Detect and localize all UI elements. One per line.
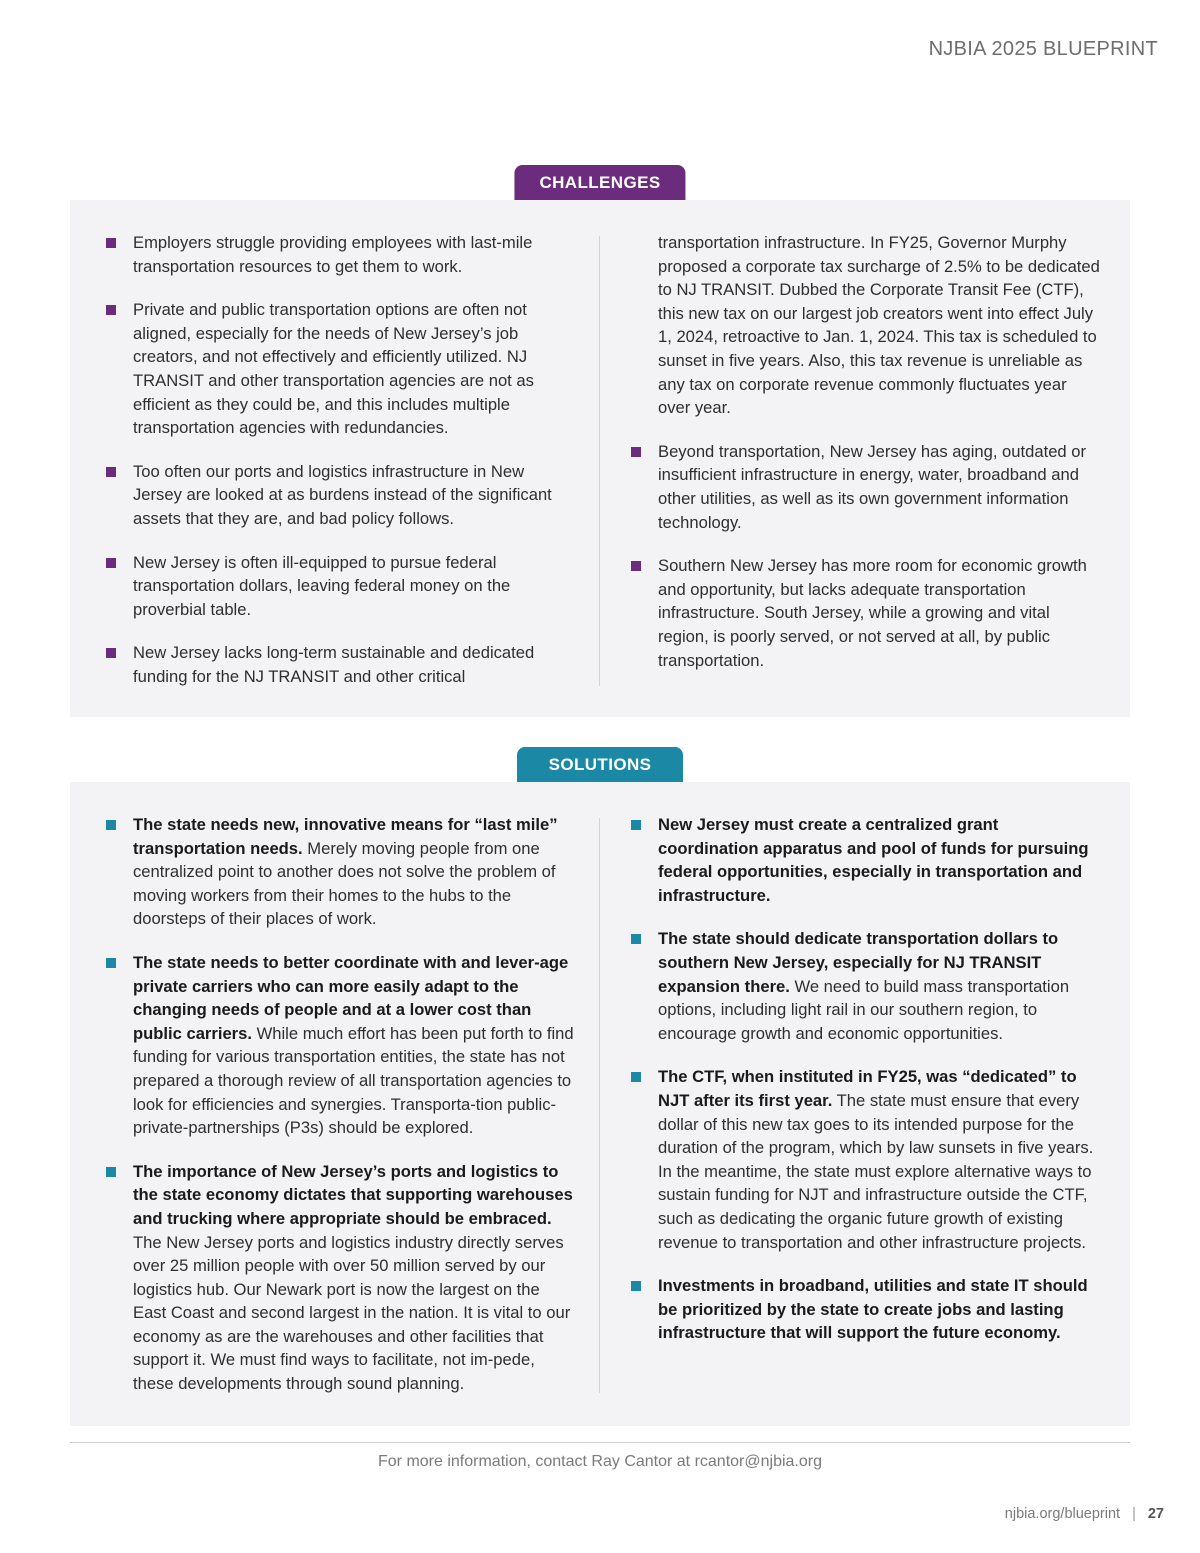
bullet-text: New Jersey lacks long-term sustainable and dedicated funding for the NJ TRANSIT and other critical — [133, 643, 535, 686]
bullet-bold-lead: The state needs to better coordinate with and lever-age private carriers who can more easily adapt to the changing needs of people and at a lower cost than public carriers. — [133, 952, 569, 1043]
square-bullet-icon — [631, 820, 641, 830]
bullet-item — [631, 813, 1101, 907]
bullet-bold-lead: The state should dedicate transportation dollars to southern New Jersey, especially for NJ TRANSIT expansion there. — [658, 929, 1059, 996]
square-bullet-icon — [631, 1072, 641, 1082]
square-bullet-icon — [106, 305, 116, 315]
footer-separator: | — [1132, 1506, 1136, 1522]
bullet-item — [106, 813, 576, 931]
challenges-tab: CHALLENGES — [514, 165, 685, 201]
square-bullet-icon — [631, 1281, 641, 1291]
bullet-text: The state must ensure that every dollar of this new tax goes to its intended purpose for the duration of the program, which by law sunsets in five years. In the meantime, the state must explore alternative ways to sustain funding for NJT and infrastructure outside the CTF, such as dedicating the organic future growth of existing revenue to transportation and other infrastructure projects. — [658, 1090, 1094, 1252]
square-bullet-icon — [106, 820, 116, 830]
solutions-divider — [599, 818, 600, 1393]
bullet-item — [106, 551, 569, 622]
challenges-continuation-text: transportation infrastructure. In FY25, Governor Murphy proposed a corporate tax surcharge of 2.5% to be dedicated to NJ TRANSIT. Dubbed the Corporate Transit Fee (CTF), this new tax on our largest job creators went into effect July 1, 2024, retroactive to Jan. 1, 2024. This tax is scheduled to sunset in five years. Also, this tax revenue is unreliable as any tax on corporate revenue commonly fluctuates year over year. — [658, 233, 1100, 418]
bullet-item — [106, 460, 569, 531]
challenges-divider — [599, 236, 600, 686]
bullet-item — [631, 1065, 1101, 1254]
bullet-item — [106, 641, 569, 688]
challenges-right-column — [631, 231, 1101, 692]
page-number: 27 — [1147, 1506, 1164, 1522]
bullet-text: While much effort has been put forth to find funding for various transportation entities, the state has not prepared a thorough review of all transportation agencies to look for efficiencies and synergies. Transporta-tion public-private-partnerships (P3s) should be explored. — [133, 1023, 574, 1138]
contact-info: For more information, contact Ray Cantor at rcantor@njbia.org — [378, 1453, 822, 1470]
bullet-bold-lead: The state needs new, innovative means for “last mile” transportation needs. — [133, 815, 558, 858]
bullet-item — [631, 1274, 1101, 1345]
bullet-item — [631, 440, 1101, 534]
square-bullet-icon — [106, 648, 116, 658]
bullet-text: Too often our ports and logistics infrastructure in New Jersey are looked at as burdens instead of the significant assets that they are, and bad policy follows. — [133, 461, 552, 528]
bullet-text: Private and public transportation options are often not aligned, especially for the needs of New Jersey’s job creators, and not effectively and efficiently utilized. NJ TRANSIT and other transportation agencies are not as efficient as they could be, and this includes multiple transportation agencies with redundancies. — [133, 300, 534, 438]
bullet-bold-lead: The importance of New Jersey’s ports and logistics to the state economy dictates that supporting warehouses and trucking where appropriate should be embraced. — [133, 1161, 573, 1228]
bullet-text: Beyond transportation, New Jersey has aging, outdated or insufficient infrastructure in energy, water, broadband and other utilities, as well as its own government information technology. — [658, 441, 1087, 532]
bullet-text: We need to build mass transportation options, including light rail in our southern region, to encourage growth and economic opportunities. — [658, 976, 1070, 1043]
bullet-item — [631, 554, 1101, 672]
square-bullet-icon — [106, 1167, 116, 1177]
square-bullet-icon — [106, 467, 116, 477]
bullet-item — [106, 298, 569, 440]
square-bullet-icon — [106, 958, 116, 968]
page-footer — [1005, 1506, 1164, 1522]
square-bullet-icon — [631, 934, 641, 944]
bullet-item — [106, 951, 576, 1140]
bullet-item — [106, 231, 569, 278]
square-bullet-icon — [631, 561, 641, 571]
bullet-item — [106, 1160, 576, 1396]
bullet-bold-lead: New Jersey must create a centralized grant coordination apparatus and pool of funds for pursuing federal opportunities, especially in transportation and infrastructure. — [658, 815, 1089, 905]
bullet-text: Employers struggle providing employees with last-mile transportation resources to get them to work. — [133, 233, 533, 276]
solutions-left-column — [106, 813, 576, 1416]
solutions-right-column — [631, 813, 1101, 1365]
solutions-panel — [70, 782, 1130, 1426]
challenges-left-column — [106, 231, 569, 709]
page-header-title: NJBIA 2025 BLUEPRINT — [928, 38, 1158, 60]
square-bullet-icon — [106, 238, 116, 248]
bullet-text: Merely moving people from one centralized point to another does not solve the problem of moving workers from their homes to the hubs to the doorsteps of their places of work. — [133, 838, 556, 929]
square-bullet-icon — [106, 558, 116, 568]
footer-site-link[interactable]: njbia.org/blueprint — [1004, 1506, 1121, 1522]
solutions-tab: SOLUTIONS — [517, 747, 683, 783]
bullet-bold-lead: The CTF, when instituted in FY25, was “dedicated” to NJT after its first year. — [658, 1067, 1077, 1110]
bullet-text: The New Jersey ports and logistics industry directly serves over 25 million people with over 50 million served by our logistics hub. Our Newark port is now the largest on the East Coast and second largest in the nation. It is vital to our economy as are the warehouses and other facilities that support it. We must find ways to facilitate, not im-pede, these developments through sound planning. — [133, 1232, 571, 1394]
bullet-item — [631, 927, 1101, 1045]
square-bullet-icon — [631, 447, 641, 457]
bullet-bold-lead: Investments in broadband, utilities and state IT should be prioritized by the state to create jobs and lasting infrastructure that will support the future economy. — [658, 1276, 1088, 1343]
bullet-text: New Jersey is often ill-equipped to pursue federal transportation dollars, leaving federal money on the proverbial table. — [133, 552, 511, 619]
bullet-text: Southern New Jersey has more room for economic growth and opportunity, but lacks adequate transportation infrastructure. South Jersey, while a growing and vital region, is poorly served, or not served at all, by public transportation. — [658, 556, 1087, 670]
challenges-panel — [70, 200, 1130, 717]
footer-divider — [70, 1442, 1130, 1443]
